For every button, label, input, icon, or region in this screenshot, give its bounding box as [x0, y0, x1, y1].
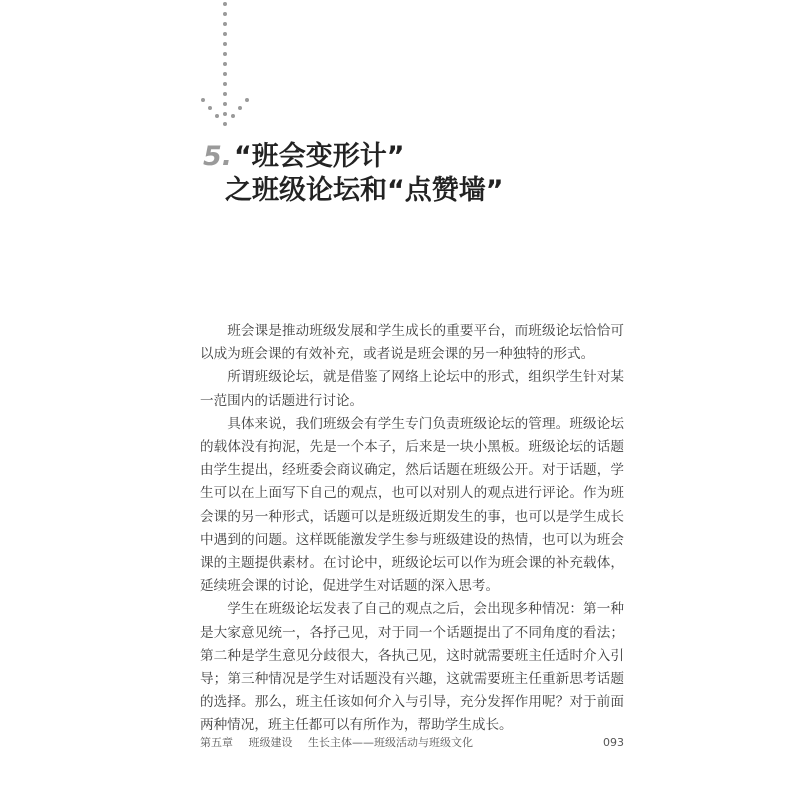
page-footer — [200, 734, 624, 750]
running-footer — [200, 734, 485, 750]
footer-part: 第五章 — [200, 736, 233, 749]
section-title-line-1: “班会变形计” — [234, 141, 405, 172]
footer-section: 班级建设 — [248, 736, 293, 749]
section-number: 5. — [203, 141, 233, 172]
section-title-line-2: 之班级论坛和“点赞墙” — [225, 175, 504, 206]
page-number: 093 — [603, 735, 624, 749]
footer-title: 生长主体——班级活动与班级文化 — [308, 736, 473, 749]
body-text — [200, 320, 624, 738]
dotted-arrow-decoration — [195, 0, 255, 130]
paragraph: 班会课是推动班级发展和学生成长的重要平台，而班级论坛恰恰可以成为班会课的有效补充，或者说是班会课的另一种独特的形式。 — [200, 323, 624, 363]
paragraph: 具体来说，我们班级会有学生专门负责班级论坛的管理。班级论坛的载体没有拘泥，先是一个本子，后来是一块小黑板。班级论坛的话题由学生提出，经班委会商议确定，然后话题在班级公开。对于话题，学生可以在上面写下自己的观点，也可以对别人的观点进行评论。作为班会课的另一种形式，话题可以是班级近期发生的事，也可以是学生成长中遇到的问题。这样既能激发学生参与班级建设的热情，也可以为班会课的主题提供素材。在讨论中，班级论坛可以作为班会课的补充载体，延续班会课的讨论，促进学生对话题的深入思考。 — [200, 415, 624, 595]
paragraph: 学生在班级论坛发表了自己的观点之后，会出现多种情况：第一种是大家意见统一，各抒己见，对于同一个话题提出了不同角度的看法；第二种是学生意见分歧很大，各执己见，这时就需要班主任适时介入引导；第三种情况是学生对话题没有兴趣，这就需要班主任重新思考话题的选择。那么，班主任该如何介入与引导，充分发挥作用呢？对于前面两种情况，班主任都可以有所作为，帮助学生成长。 — [200, 601, 624, 734]
paragraph: 所谓班级论坛，就是借鉴了网络上论坛中的形式，组织学生针对某一范围内的话题进行讨论。 — [200, 369, 624, 409]
section-heading — [203, 140, 504, 208]
